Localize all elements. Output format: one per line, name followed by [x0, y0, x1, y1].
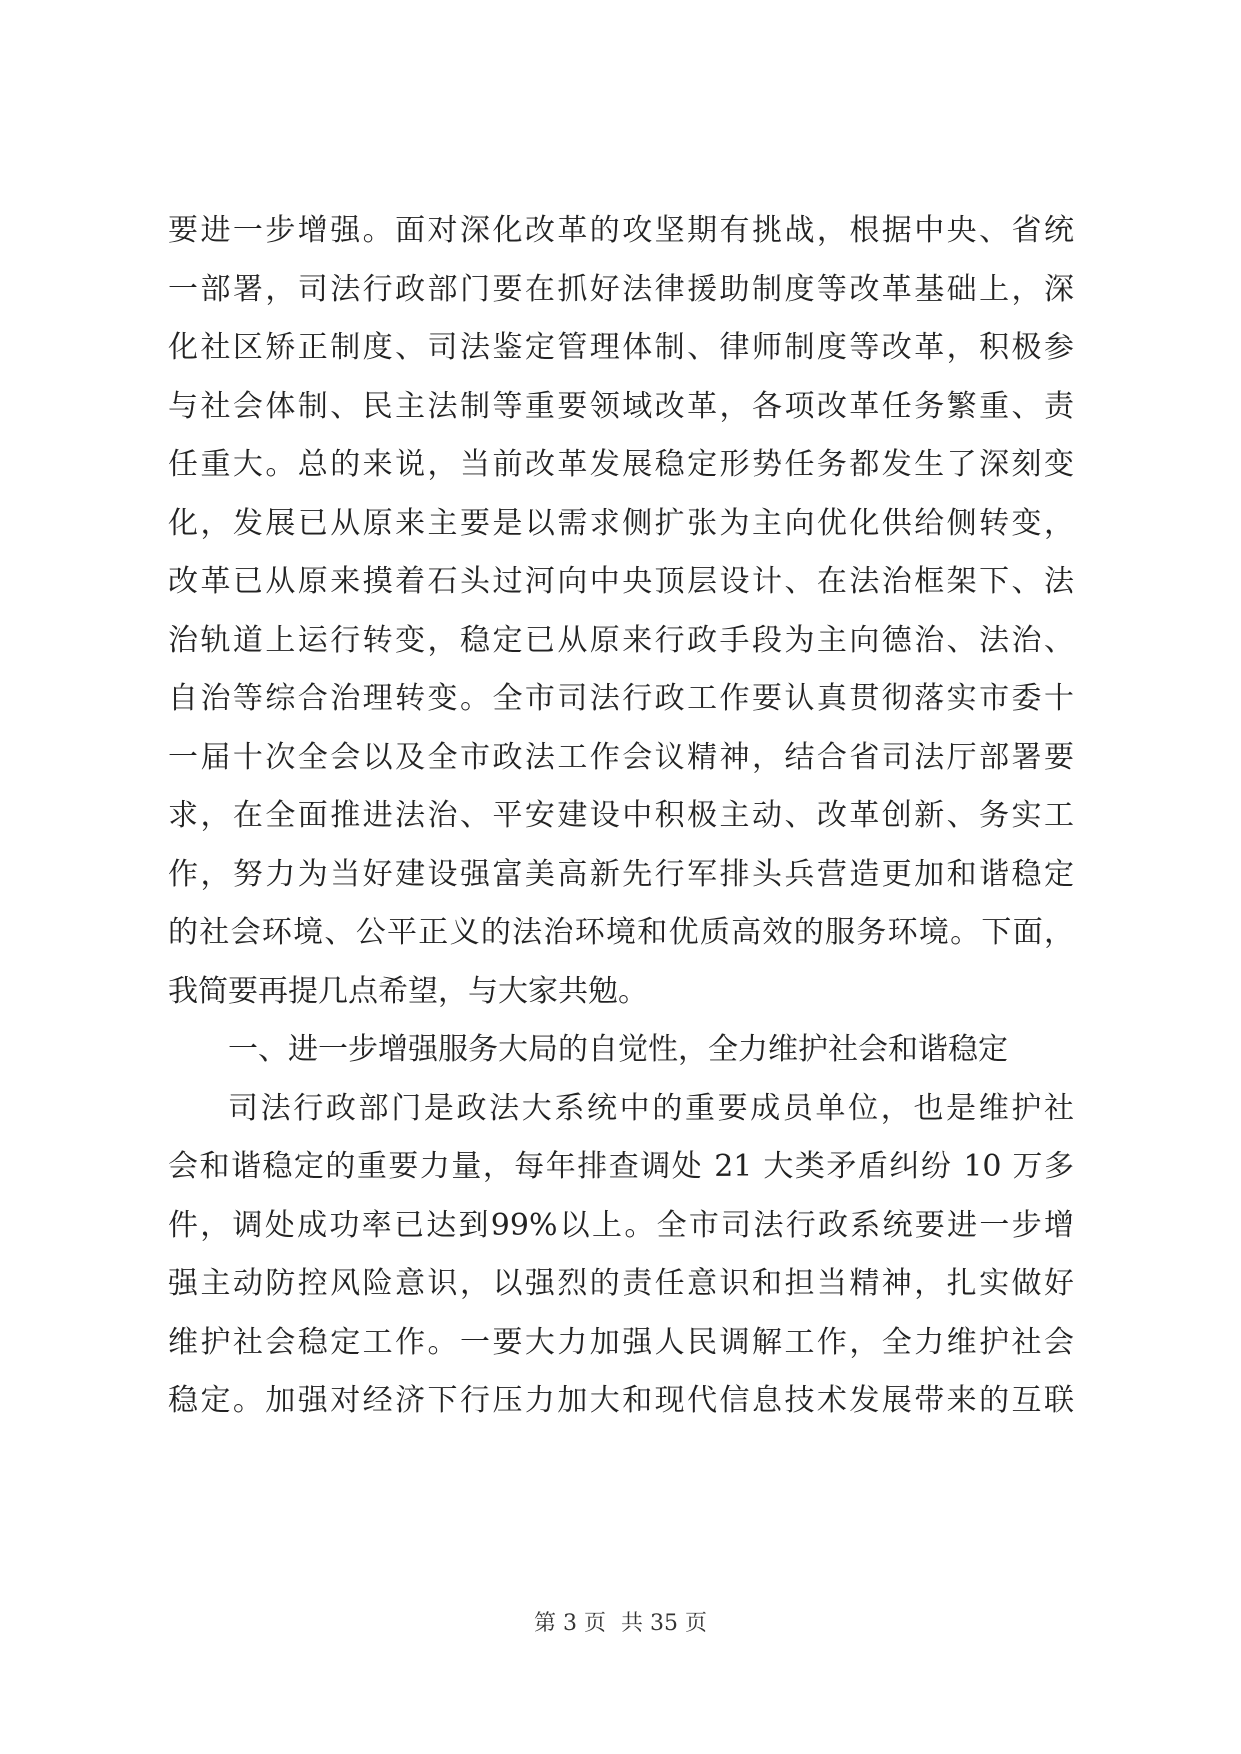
text-line: 与社会体制、民主法制等重要领域改革，各项改革任务繁重、责 — [168, 388, 1074, 424]
text-line: 改革已从原来摸着石头过河向中央顶层设计、在法治框架下、法 — [168, 564, 1074, 599]
text-line: 一部署，司法行政部门要在抓好法律援助制度等改革基础上，深 — [168, 271, 1074, 307]
text-line: 一届十次全会以及全市政法工作会议精神，结合省司法厅部署要 — [168, 739, 1074, 775]
text-line: 化，发展已从原来主要是以需求侧扩张为主向优化供给侧转变， — [168, 505, 1074, 541]
text-line: 化社区矫正制度、司法鉴定管理体制、律师制度等改革，积极参 — [168, 330, 1074, 365]
text-line: 稳定。加强对经济下行压力加大和现代信息技术发展带来的互联 — [168, 1383, 1074, 1418]
text-line: 求，在全面推进法治、平安建设中积极主动、改革创新、务实工 — [168, 798, 1074, 833]
current-page-label: 第 3 页 — [534, 1611, 606, 1636]
section-heading: 一、进一步增强服务大局的自觉性，全力维护社会和谐稳定 — [228, 1032, 1008, 1067]
page-footer — [0, 1606, 1241, 1637]
total-pages-label: 共 35 页 — [621, 1611, 707, 1636]
text-line: 维护社会稳定工作。一要大力加强人民调解工作，全力维护社会 — [168, 1324, 1074, 1360]
text-line: 我简要再提几点希望，与大家共勉。 — [168, 973, 648, 1009]
text-line: 治轨道上运行转变，稳定已从原来行政手段为主向德治、法治、 — [168, 622, 1074, 658]
text-line: 作，努力为当好建设强富美高新先行军排头兵营造更加和谐稳定 — [168, 856, 1074, 892]
text-line: 自治等综合治理转变。全市司法行政工作要认真贯彻落实市委十 — [168, 681, 1074, 716]
text-line: 司法行政部门是政法大系统中的重要成员单位，也是维护社 — [228, 1090, 1074, 1126]
text-line: 要进一步增强。面对深化改革的攻坚期有挑战，根据中央、省统 — [168, 213, 1074, 248]
text-line: 的社会环境、公平正义的法治环境和优质高效的服务环境。下面， — [168, 915, 1074, 950]
text-line: 件，调处成功率已达到99%以上。全市司法行政系统要进一步增 — [168, 1207, 1074, 1243]
text-line: 强主动防控风险意识，以强烈的责任意识和担当精神，扎实做好 — [168, 1266, 1074, 1301]
text-line: 会和谐稳定的重要力量，每年排查调处 21 大类矛盾纠纷 10 万多 — [168, 1149, 1074, 1184]
document-body — [168, 202, 1074, 1431]
text-line: 任重大。总的来说，当前改革发展稳定形势任务都发生了深刻变 — [168, 447, 1074, 482]
